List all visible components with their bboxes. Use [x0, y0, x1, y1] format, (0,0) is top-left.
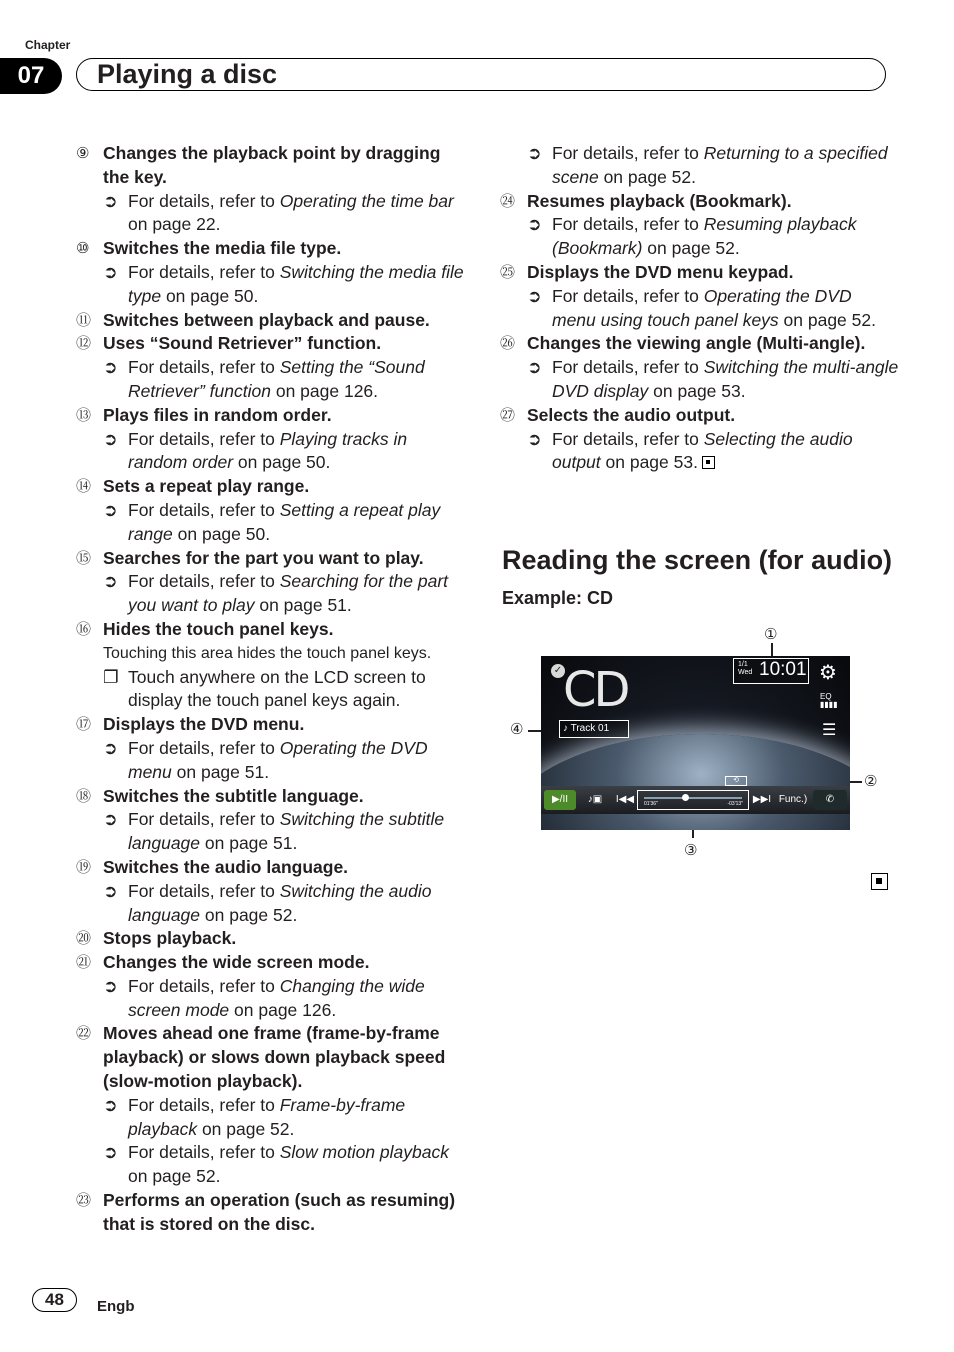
end-mark-icon: [702, 456, 715, 469]
arrow-icon: ➲: [103, 809, 118, 830]
reference-link[interactable]: Slow motion playback: [279, 1142, 449, 1163]
arrow-icon: ➲: [103, 428, 118, 449]
arrow-icon: ➲: [103, 357, 118, 378]
reference-link[interactable]: Operating the time bar: [279, 190, 454, 211]
list-item: [76, 332, 471, 356]
chapter-number: 07: [0, 58, 62, 94]
reference-link[interactable]: Frame-by-frame playback: [128, 1094, 406, 1139]
list-item: [76, 951, 471, 975]
item-title: Searches for the part you want to play.: [103, 547, 424, 568]
item-title: Switches the subtitle language.: [103, 785, 364, 806]
reference: ➲ For details, refer to Selecting the audio output on page 53.: [500, 428, 900, 476]
play-pause-button[interactable]: ▶/II: [544, 790, 576, 810]
reference: ➲ For details, refer to Slow motion playback on page 52.: [76, 1141, 471, 1189]
item-number: ⑪: [76, 311, 92, 329]
item-number: ⑨: [76, 145, 90, 162]
clock[interactable]: [733, 658, 809, 684]
reference-link[interactable]: Switching the media file type: [128, 261, 464, 306]
clock-time: 10:01: [759, 659, 807, 680]
item-number: ⑱: [76, 787, 92, 805]
arrow-icon: ➲: [527, 143, 542, 163]
reference: ➲ For details, refer to Switching the audio language on page 52.: [76, 880, 471, 928]
list-item: [76, 142, 471, 190]
callout-4: ④: [510, 721, 524, 738]
item-title: Switches the audio language.: [103, 856, 349, 877]
item-title: Switches the media file type.: [103, 238, 342, 259]
item-title: Uses “Sound Retriever” function.: [103, 333, 382, 354]
list-item: [76, 618, 471, 642]
device-screen: [541, 656, 850, 830]
settings-gear-icon[interactable]: ⚙: [819, 662, 837, 684]
arrow-icon: ➲: [103, 499, 118, 520]
reference: ➲ For details, refer to Returning to a specified scene on page 52.: [500, 142, 900, 190]
func-button[interactable]: Func.): [778, 794, 808, 805]
track-title: ♪ Track 01: [559, 720, 629, 738]
reference-link[interactable]: Switching the audio language: [128, 880, 432, 925]
item-number: ⑫: [76, 335, 92, 353]
reference-link[interactable]: Playing tracks in random order: [128, 428, 408, 473]
list-item: [76, 237, 471, 261]
item-title: Hides the touch panel keys.: [103, 618, 334, 639]
arrow-icon: ➲: [103, 880, 118, 901]
page-language: Engb: [97, 1298, 135, 1315]
item-title: Changes the wide screen mode.: [103, 952, 370, 973]
list-item: [76, 856, 471, 880]
item-number: ⑬: [76, 406, 92, 424]
time-bar-track: [644, 797, 742, 799]
chapter-title: [76, 58, 886, 91]
callout-2: ②: [864, 773, 878, 790]
arrow-icon: ➲: [103, 571, 118, 592]
reference-link[interactable]: Selecting the audio output: [552, 428, 853, 473]
item-number: ㉔: [500, 192, 516, 210]
callout-1: ①: [764, 626, 778, 643]
reference-link[interactable]: Changing the wide screen mode: [128, 975, 425, 1020]
arrow-icon: ➲: [527, 357, 542, 378]
item-title: Sets a repeat play range.: [103, 476, 310, 497]
list-item: [76, 475, 471, 499]
arrow-icon: ➲: [527, 285, 542, 306]
item-title: Selects the audio output.: [527, 404, 736, 425]
item-number: ⑳: [76, 930, 92, 948]
item-number: ㉕: [500, 263, 516, 281]
arrow-icon: ➲: [103, 190, 118, 211]
reference-link[interactable]: Setting a repeat play range: [128, 499, 441, 544]
reference-link[interactable]: Returning to a specified scene: [552, 143, 888, 187]
list-item: [500, 190, 900, 214]
remaining-time: -03'13": [727, 801, 743, 807]
item-number: ㉑: [76, 954, 92, 972]
repeat-icon: ⟲: [725, 776, 747, 786]
list-item: [500, 261, 900, 285]
reference-link[interactable]: Switching the subtitle language: [128, 809, 445, 854]
reference: ➲ For details, refer to Setting a repeat play range on page 50.: [76, 499, 471, 547]
arrow-icon: ➲: [103, 737, 118, 758]
control-bar: [541, 786, 850, 814]
reference: ➲ For details, refer to Operating the DVD menu using touch panel keys on page 52.: [500, 285, 900, 333]
list-item: [76, 785, 471, 809]
list-item: [76, 404, 471, 428]
reference: ➲ For details, refer to Playing tracks in random order on page 50.: [76, 428, 471, 476]
callout-3: ③: [684, 842, 698, 859]
list-item: [76, 713, 471, 737]
list-item: [76, 309, 471, 333]
clock-date: 1/1 Wed: [738, 661, 753, 676]
item-number: ㉓: [76, 1192, 92, 1210]
phone-icon[interactable]: ✆: [813, 790, 847, 810]
list-item: [76, 1022, 471, 1093]
item-number: ⑩: [76, 240, 90, 258]
item-number: ⑭: [76, 478, 92, 496]
item-title: Displays the DVD menu.: [103, 714, 305, 735]
time-bar-knob[interactable]: [682, 794, 689, 801]
item-title: Moves ahead one frame (frame-by-frame playback) or slows down playback speed (slow-motion playback).: [103, 1023, 446, 1092]
reference: ➲ For details, refer to Searching for the part you want to play on page 51.: [76, 570, 471, 618]
arrow-icon: ➲: [103, 975, 118, 996]
item-title: Changes the viewing angle (Multi-angle).: [527, 333, 866, 354]
item-number: ⑮: [76, 549, 92, 567]
item-number: ⑲: [76, 858, 92, 876]
reference-link[interactable]: Operating the DVD menu: [128, 737, 428, 782]
list-item: [76, 927, 471, 951]
item-number: ⑰: [76, 716, 92, 734]
item-number: ㉖: [500, 335, 516, 353]
arrow-icon: ➲: [527, 214, 542, 235]
item-title: Changes the playback point by dragging the key.: [103, 143, 441, 187]
checkbox-icon: ❐: [103, 666, 119, 687]
previous-track-button[interactable]: I◀◀: [615, 794, 635, 805]
reference: ➲ For details, refer to Resuming playback (Bookmark) on page 52.: [500, 213, 900, 261]
media-type-icon[interactable]: ♪▣: [587, 794, 603, 805]
check-icon[interactable]: ✓: [551, 664, 565, 678]
arrow-icon: ➲: [103, 261, 118, 282]
list-item: [76, 1189, 471, 1237]
item-number: ⑯: [76, 620, 92, 638]
reference-link[interactable]: Switching the multi-angle DVD display: [552, 357, 899, 401]
reference: ➲ For details, refer to Changing the wide screen mode on page 126.: [76, 975, 471, 1023]
reference: ➲ For details, refer to Operating the time bar on page 22.: [76, 190, 471, 238]
section-heading: Reading the screen (for audio): [502, 545, 893, 575]
list-icon[interactable]: ☰: [822, 722, 837, 739]
reference-link[interactable]: Searching for the part you want to play: [128, 571, 449, 616]
item-title: Plays files in random order.: [103, 404, 332, 425]
reference-link[interactable]: Setting the “Sound Retriever” function: [128, 357, 425, 401]
item-title: Stops playback.: [103, 928, 237, 949]
reference: ➲ For details, refer to Switching the subtitle language on page 51.: [76, 808, 471, 856]
reference-link[interactable]: Resuming playback (Bookmark): [552, 214, 857, 259]
background-planet: [541, 734, 850, 830]
reference: ➲ For details, refer to Switching the multi-angle DVD display on page 53.: [500, 356, 900, 404]
tip-text: Touch anywhere on the LCD screen to display the touch panel keys again.: [128, 666, 426, 711]
elapsed-time: 01'36": [644, 801, 658, 807]
reference-link[interactable]: Operating the DVD menu using touch panel keys: [552, 285, 852, 330]
page-number: 48: [32, 1288, 77, 1312]
reference: ➲ For details, refer to Setting the “Sound Retriever” function on page 126.: [76, 356, 471, 404]
chapter-label: Chapter: [25, 38, 71, 52]
item-title: Displays the DVD menu keypad.: [527, 261, 794, 282]
list-item: [500, 332, 900, 356]
time-bar[interactable]: [637, 790, 749, 810]
arrow-icon: ➲: [103, 1142, 118, 1163]
left-column: [76, 142, 471, 1237]
eq-button[interactable]: EQ ▮▮▮▮: [820, 692, 838, 709]
item-note: Touching this area hides the touch panel keys.: [103, 644, 432, 662]
source-logo: CD: [563, 662, 628, 718]
list-item: [500, 404, 900, 428]
arrow-icon: ➲: [103, 1094, 118, 1115]
reference: ➲ For details, refer to Frame-by-frame playback on page 52.: [76, 1094, 471, 1142]
tip: [76, 666, 471, 714]
item-number: ㉒: [76, 1025, 92, 1043]
right-column: [500, 142, 900, 475]
section-subheading: Example: CD: [502, 588, 614, 608]
reference: ➲ For details, refer to Operating the DVD menu on page 51.: [76, 737, 471, 785]
next-track-button[interactable]: ▶▶I: [752, 794, 772, 805]
item-title: Performs an operation (such as resuming) that is stored on the disc.: [103, 1190, 456, 1234]
item-title: Resumes playback (Bookmark).: [527, 190, 792, 211]
arrow-icon: ➲: [527, 428, 542, 449]
item-number: ㉗: [500, 406, 516, 424]
list-item: [76, 547, 471, 571]
end-mark-icon: [871, 873, 888, 890]
item-title: Switches between playback and pause.: [103, 309, 430, 330]
reference: ➲ For details, refer to Switching the media file type on page 50.: [76, 261, 471, 309]
chapter-title-text: Playing a disc: [97, 59, 278, 89]
